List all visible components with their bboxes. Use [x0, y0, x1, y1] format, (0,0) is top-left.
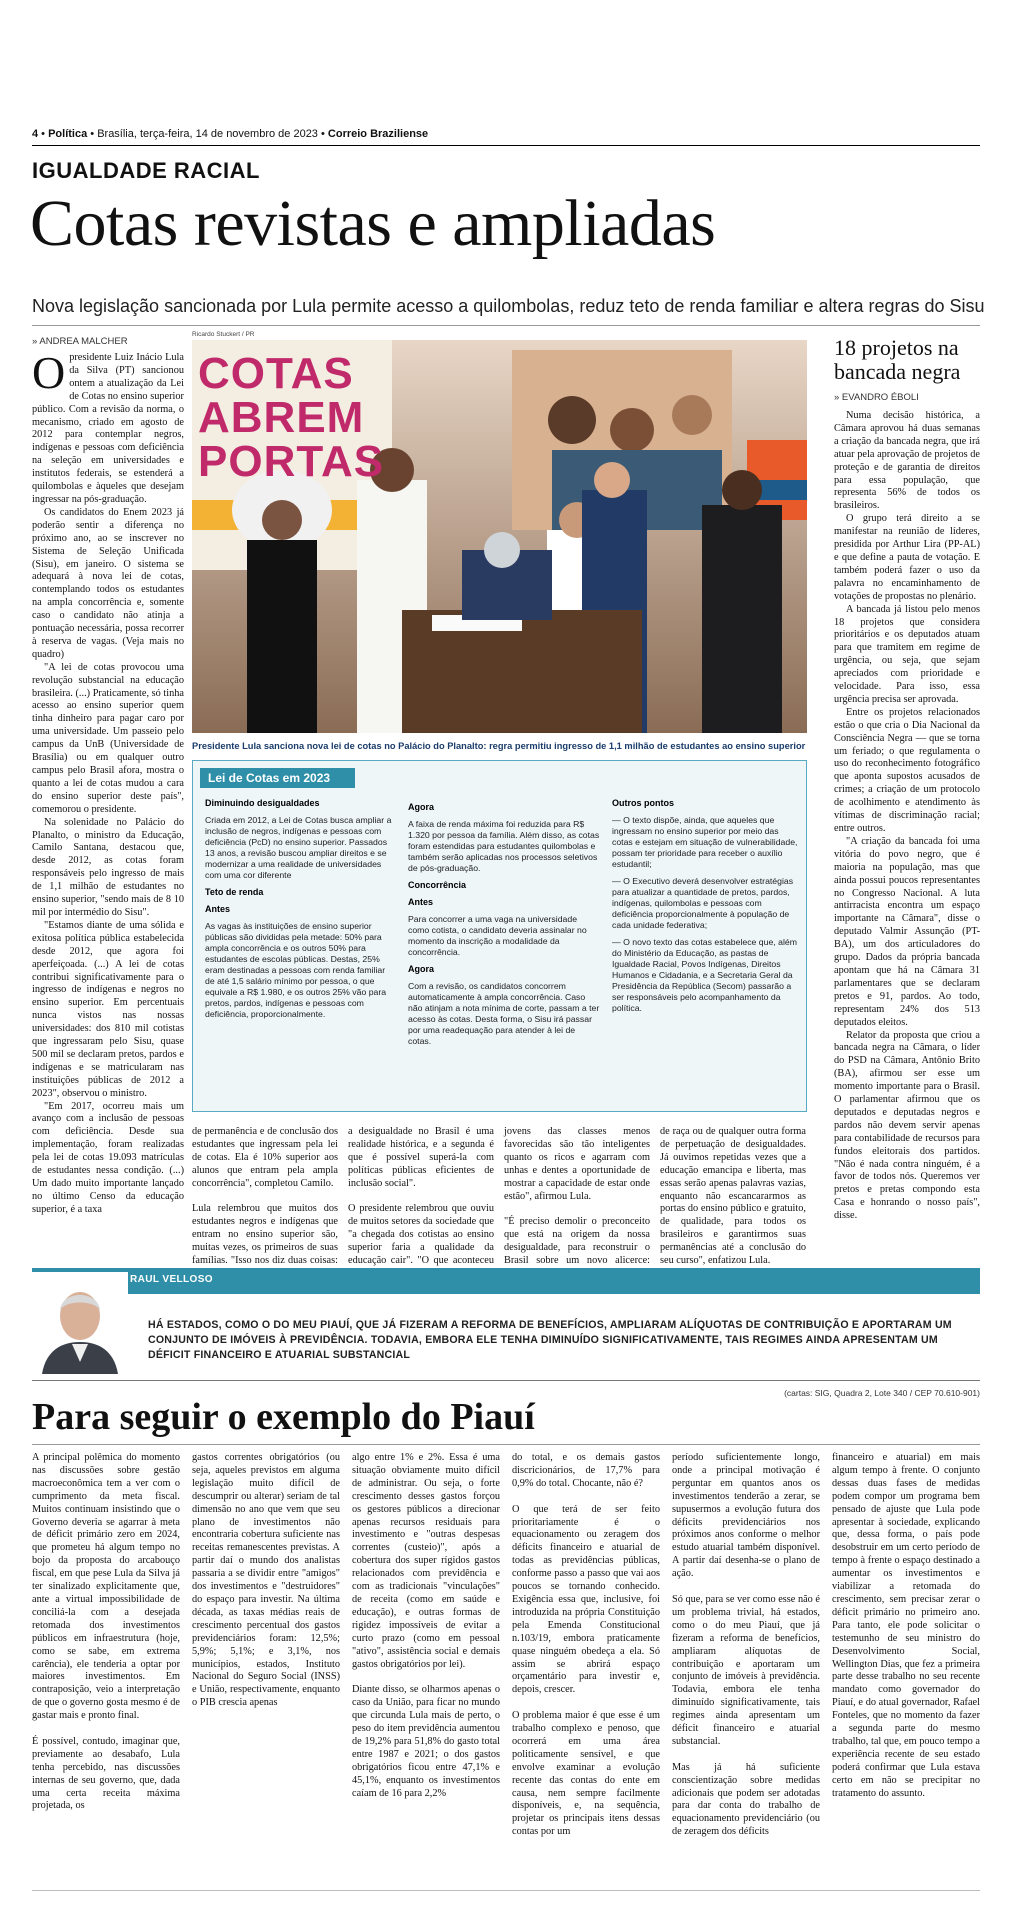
- dropcap: O: [32, 347, 66, 398]
- column-text-6: financeiro e atuarial) em mais algum tempo à frente. O conjunto dessas duas fases de medidas podem compor um programa bem pensado de ajuste que Lula pode apresentar à sociedade, explicando que, dessa forma, o país pode desobstruir em um certo período de tempo à frente o espaço destinado a aumentar os investimentos e viabilizar a retomada do crescimento, sem precisar zerar o déficit primário no primeiro ano. Para tanto, ele pode solicitar o testemunho de seu ministro do Desenvolvimento Social, Wellington Dias, que fez a primeira parte desse trabalho no seu recente mandato como governador do Piauí, e do atual governador, Rafael Fonteles, que no momento da fazer a segunda parte do mesmo trabalho, tal que, em pouco tempo a experiência recente de seu estado poderá confirmar que Lula estava certo em não se precipitar no tratamento do assunto.: [832, 1452, 980, 1799]
- photo-sign-line-1: COTAS: [198, 349, 354, 398]
- subheadline: Nova legislação sancionada por Lula permite acesso a quilombolas, reduz teto de renda familiar e altera regras do Sisu: [32, 296, 985, 316]
- column-headline: Para seguir o exemplo do Piauí: [32, 1396, 535, 1438]
- article-byline: » ANDREA MALCHER: [32, 336, 128, 347]
- column-text-5: período suficientemente longo, onde a principal motivação é perguntar em quantos anos os investimentos tenderão a zerar, se supusermos a evolução futura dos déficits previdenciários nos próximos anos conforme o melhor estudo atuarial também disponível. A partir daí desenha-se o plano de ação. Só que, para se ver como esse não é um problema trivial, há estados, como o do meu Piauí, que já fizeram a reforma de benefícios, ampliaram alíquotas de contribuição e aportaram um conjunto de imóveis à previdência. Todavia, embora ele tenha diminuído significativamente, tais regimes ainda apresentam um déficit financeiro e atuarial substancial. Mas já há suficiente conscientização sobre medidas adicionais que podem ser adotadas para dar conta do trabalho de equacionamento previdenciário (ou de zeragem dos déficits: [672, 1452, 820, 1838]
- columnist-photo: [32, 1272, 128, 1374]
- subhead-rule: [32, 325, 980, 326]
- column-rule: [32, 1380, 980, 1381]
- section-kicker: IGUALDADE RACIAL: [32, 158, 260, 183]
- info-box-col-3: Outros pontos — O texto dispõe, ainda, que aqueles que ingressam no ensino superior por meio das cotas e estejam em situação de vulnerabilidade, possam ter prioridade para receber o auxílio estudantil; — O Executivo deverá desenvolver estratégias para atualizar a quantidade de pretos, pardos, indígenas, quilombolas e pessoas com deficiência proporcionalmente à população de cada unidade federativa; — O novo texto das cotas estabelece que, além do Ministério da Educação, as pastas de Igualdade Racial, Povos Indígenas, Direitos Humanos e Cidadania, e a Secretaria Geral da Presidência da República (Secom) passarão a ser responsáveis pelo acompanhamento da política.: [612, 798, 798, 1013]
- info-box-col-2: Agora A faixa de renda máxima foi reduzida para R$ 1.320 por pessoa da família. Além disso, as cotas foram estendidas para estudantes quilombolas e também serão aplicadas nos processos seletivos de pós-graduação. Concorrência Antes Para concorrer a uma vaga na universidade como cotista, o candidato deveria assinalar no momento da inscrição a modalidade da concorrência. Agora Com a revisão, os candidatos concorrem automaticamente à ampla concorrência. Caso não atinjam a nota mínima de corte, passam a ter acesso às cotas. Desta forma, o Sisu irá passar por uma readequação para atender à lei de cotas.: [408, 802, 600, 1046]
- page-folio: 4 • Política • Brasília, terça-feira, 14 de novembro de 2023 • Correio Braziliense: [32, 128, 429, 140]
- photo-credit: Ricardo Stuckert / PR: [192, 331, 255, 338]
- main-headline: Cotas revistas e ampliadas: [30, 187, 716, 260]
- info-box-title: Lei de Cotas em 2023: [200, 768, 355, 788]
- column-text-1: A principal polêmica do momento nas discussões sobre gestão macroeconômica tem a ver com o cumprimento da meta fiscal. Muitos continuam insistindo que o Governo deveria se agarrar à meta de déficit primário zero em 2024, que prometeu há algum tempo no bojo da proposta do arcabouço fiscal, em que pese Lula da Silva já ter sinalizado explicitamente que, ante a virtual impossibilidade de conciliá-la com a desejada retomada dos investimentos públicos em infraestrutura (hoje, como se sabe, em extrema carência), ele tenderia a optar por maiores investimentos. Em contraposição, veio a interpretação de que o governo gosta mesmo é de gastar mais e pronto final. É possível, contudo, imaginar que, previamente ao desabafo, Lula tenha percebido, nas discussões internas de seu governo, que, dada uma certa receita máxima projetada, os: [32, 1452, 180, 1812]
- photo-sign-line-3: PORTAS: [198, 437, 385, 486]
- article-column-1: Opresidente Luiz Inácio Lula da Silva (PT) sancionou ontem a atualização da Lei de Cotas no ensino superior público. Com a revisão da norma, o mecanismo, criado em agosto de 2012 para contemplar negros, indígenas e pessoas com deficiência na seleção em universidades e institutos federais, se estenderá a quilombolas e àqueles que desejam ingressar na pós-graduação. Os candidatos do Enem 2023 já poderão sentir a diferença no próximo ano, ao se inscrever no Sistema de Seleção Unificada (Sisu), em janeiro. O sistema se adequará à nova lei de cotas, contemplando todos os estudantes na ampla concorrência e, somente caso o candidato não atinja a pontuação necessária, possa recorrer à reserva de vagas. (Veja mais no quadro) "A lei de cotas provocou uma revolução substancial na educação brasileira. (...) Praticamente, só tinha acesso ao ensino superior quem tinha dinheiro para pagar caro por uma universidade. Um passeio pelo campus da UnB (Universidade de Brasília) ou em qualquer outro campus pelo Brasil afora, mostra o quanto a lei de cotas mudou a cara do ensino superior deste país", comemorou o presidente. Na solenidade no Palácio do Planalto, o ministro da Educação, Camilo Santana, destacou que, desde 2012, as cotas foram responsáveis pelo ingresso de mais de 1,1 milhão de estudantes no ensino superior, "sendo mais de 8 10 mil por intermédio do Sisu". "Estamos diante de uma sólida e exitosa política pública estabelecida desde 2012, que agora foi aperfeiçoada. (...) A lei de cotas contribui significativamente para o ingresso de indígenas e negros no ensino superior. Em percentuais nunca vistos nas nossas universidades: dos 810 mil cotistas que ingressaram pelo Sisu, quase 500 mil se declaram pretos, pardos e indígenas e se matricularam nas instituições públicas de 2012 a 2023", observou o ministro. "Em 2017, ocorreu mais um avanço com a inclusão de pessoas com deficiência. Desde sua implementação, foram realizadas pela lei de cotas 19.093 matrículas de estudantes nessa condição. (...) Um dado muito importante lançado no último Censo da educação superior, é a taxa: [32, 347, 184, 1215]
- columnist-name: RAUL VELLOSO: [130, 1274, 213, 1285]
- article-column-2: de permanência e de conclusão dos estudantes que ingressam pela lei de cotas. Ela é 10% superior aos alunos que entram pela ampla concorrência", completou Camilo. Lula relembrou que muitos dos estudantes negros e indígenas que entram no ensino superior são, muitas vezes, os primeiros de suas famílias. "Isso nos diz duas coisas:: [192, 1126, 338, 1267]
- article-column-3: a desigualdade no Brasil é uma realidade histórica, e a segunda é que é possível superá-la com políticas públicas eficientes de inclusão social". O presidente relembrou que ouviu de muitos setores da sociedade que "a chegada dos cotistas ao ensino superior faria a qualidade da educação cair". "O que aconteceu: [348, 1126, 494, 1267]
- header-rule: [32, 145, 980, 146]
- column-text-4: do total, e os demais gastos discricionários, de 17,7% para 0,9% do total. Chocante, não é? O que terá de ser feito prioritariamente é o equacionamento ou zeragem dos déficits financeiro e atuarial de todas as previdências públicas, conforme passo a passo que vai aos poucos se tornando conhecido. Exigência essa que, inclusive, foi introduzida na própria Constituição pela Emenda Constitucional n.103/19, embora praticamente quase ninguém obedeça a ela. Só assim se abrirá espaço orçamentário para investir e, depois, crescer. O problema maior é que esse é um trabalho complexo e penoso, que ocorrerá em uma área politicamente sensível, e que envolve examinar a evolução recente das contas do ente em causa, nem sempre facilmente disponíveis, e, na sequência, projetar os principais itens dessas contas por um: [512, 1452, 660, 1838]
- article-column-4: jovens das classes menos favorecidas são tão inteligentes quanto os ricos e agarram com unhas e dentes a oportunidade de mostrar a capacidade de estar onde estão", afirmou Lula. "É preciso demolir o preconceito que está na origem da nossa desigualdade, para reconstruir o Brasil sobre um novo alicerce:: [504, 1126, 650, 1267]
- columnist-portrait-illustration: [32, 1272, 128, 1374]
- sidebar-text: Numa decisão histórica, a Câmara aprovou há duas semanas a criação da bancada negra, que irá atuar pela aprovação de projetos de proteção e de garantia de direitos para essa população, que representa 56% de todos os brasileiros. O grupo terá direito a se manifestar na reunião de líderes, presidida por Arthur Lira (PP-AL) e que define a pauta de votação. E também poderá fazer o uso da palavra no encaminhamento de votações de propostas no plenário. A bancada já listou pelo menos 18 projetos que considera prioritários e os deputados atuam para que tramitem em regime de urgência, ou seja, que sejam apreciados com prioridade e velocidade. Para isso, essa urgência precisa ser aprovada. Entre os projetos relacionados estão o que cria o Dia Nacional da Consciência Negra — que se torna um feriado; o que regulamenta o uso do reconhecimento fotográfico que aponta supostos acusados de crimes; a criação de um protocolo de acolhimento e atendimento às vítimas de discriminação racial; entre outros. "A criação da bancada foi uma vitória do povo negro, que é maioria na população, mas que ainda possui poucos representantes no Congresso Nacional. A luta antirracista encontra um espaço importante na Câmara", disse o deputado Valmir Assunção (PT-BA), um dos articuladores do grupo. Dados da própria bancada apontam que há na Câmara 31 parlamentares que se declaram pretos e 91, pardos. Ao todo, representam 24% dos 513 deputados eleitos. Relator da proposta que criou a bancada negra na Câmara, o líder do PSD na Câmara, Antônio Brito (BA), afirmou ser esse um momento importante para o Brasil. O parlamentar afirmou que os deputados e deputadas negros e pardos não devem servir apenas para contabilidade de recursos para fundos eleitorais dos partidos. "Não é nada contra ninguém, é a favor de todos nós. Queremos ver pretos e pretas compondo esta Casa e honrando o nosso país", disse.: [834, 410, 980, 1222]
- sidebar-byline: » EVANDRO ÉBOLI: [834, 392, 919, 403]
- column-headline-rule: [32, 1444, 980, 1445]
- article-column-5: de raça ou de qualquer outra forma de perpetuação de desigualdades. Já ouvimos repetidas vezes que a educação emancipa e liberta, mas essas serão apenas palavras vazias, enquanto não escancararmos as portas do ensino público e gratuito, de qualidade, para todos os brasileiros e garantirmos suas permanências até a conclusão do seu curso", enfatizou Lula.: [660, 1126, 806, 1267]
- letters-address: (cartas: SIG, Quadra 2, Lote 340 / CEP 70.610-901): [784, 1388, 980, 1398]
- sidebar-headline: 18 projetos na bancada negra: [834, 335, 961, 384]
- column-text-2: gastos correntes obrigatórios (ou seja, aqueles previstos em alguma legislação muito difícil de descumprir ou alterar) seriam de tal dimensão no ano que vem que seu plano de investimentos não encontraria cobertura suficiente nas receitas remanescentes previstas. A partir daí o mundo dos analistas passaria a se dividir entre "amigos" dos investimentos e "destruidores" do espaço para investir. Na última década, as taxas médias reais de crescimento percentual dos gastos previdenciários foram: 12,5%; 5,9%; 5,1%; e 3,1%, nos municípios, estados, Instituto Nacional do Seguro Social (INSS) e União, respectivamente, enquanto o PIB crescia apenas: [192, 1452, 340, 1709]
- page-bottom-rule: [32, 1890, 980, 1891]
- columnist-pullquote: HÁ ESTADOS, COMO O DO MEU PIAUÍ, QUE JÁ FIZERAM A REFORMA DE BENEFÍCIOS, AMPLIARAM ALÍQUOTAS DE CONTRIBUIÇÃO E APORTARAM UM CONJUNTO DE IMÓVEIS À PREVIDÊNCIA. TODAVIA, EMBORA ELE TENHA DIMINUÍDO SIGNIFICATIVAMENTE, TAIS REGIMES AINDA APRESENTAM UM DÉFICIT FINANCEIRO E ATUARIAL SUBSTANCIAL: [148, 1319, 952, 1361]
- column-text-3: algo entre 1% e 2%. Essa é uma situação obviamente muito difícil de administrar. Ou seja, o forte crescimento desses gastos forçou os gestores públicos a direcionar apenas recursos residuais para investimento e "outras despesas correntes (custeio)", após a cobertura dos super rígidos gastos relacionados com previdência e com as tradicionais "vinculações" de receita (como em saúde e educação), e outras formas de rigidez impossíveis de evitar a curto prazo (como em pessoal "ativo", assistência social e demais gastos obrigatórios por lei). Diante disso, se olharmos apenas o caso da União, para ficar no mundo que circunda Lula mais de perto, o peso do item previdência aumentou de 19,2% para 51,8% do gasto total entre 1987 e 2021; o dos gastos obrigatórios ficou entre 47,1% e 45,1%, enquanto os investimentos caíam de 16 para 2,2%: [352, 1452, 500, 1799]
- photo-caption: Presidente Lula sanciona nova lei de cotas no Palácio do Planalto: regra permitiu ingresso de 1,1 milhão de estudantes ao ensino superior: [192, 741, 806, 751]
- info-box-col-1: Diminuindo desigualdades Criada em 2012, a Lei de Cotas busca ampliar a inclusão de negros, indígenas e pessoas com deficiência (PcD) no ensino superior. Passados 13 anos, a revisão buscou ampliar direitos e se modernizar a uma realidade de universidades com uma cor diferente Teto de renda Antes As vagas às instituições de ensino superior públicas são divididas pela metade: 50% para ampla concorrência e os outros 50% para estudantes de escolas públicas. Destas, 25% eram destinadas a pessoas com renda familiar de até 1,5 salário mínimo por pessoa, o que equivale a R$ 1.980, e os outros 25% vão para pretos, pardos, indígenas e pessoas com deficiência, proporcionalmente.: [205, 798, 392, 1019]
- photo-sign-line-2: ABREM: [198, 393, 365, 442]
- ceremony-photo: [192, 340, 807, 733]
